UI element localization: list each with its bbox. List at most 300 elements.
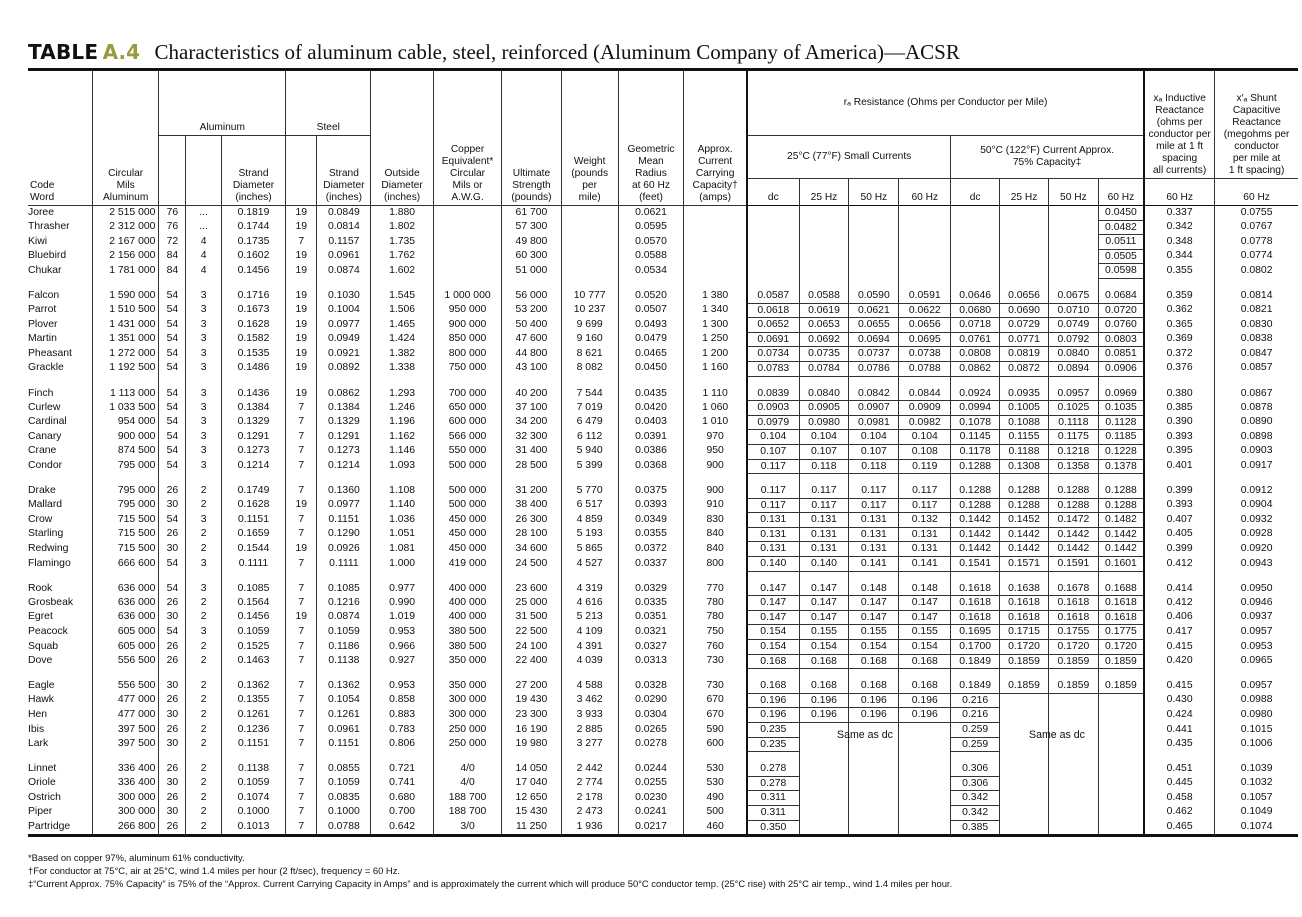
table-cell: 0.196 [747, 693, 799, 708]
table-cell: 0.1355 [221, 693, 285, 708]
table-cell: 0.131 [849, 513, 899, 528]
table-cell [1000, 264, 1049, 279]
table-cell: 19 [286, 361, 317, 376]
table-cell: 0.1463 [221, 654, 285, 669]
table-cell: 15 430 [502, 805, 561, 820]
header-st-count [286, 136, 317, 206]
table-cell: 0.445 [1144, 776, 1215, 791]
table-cell: 0.0981 [849, 415, 899, 430]
table-cell: 0.0680 [951, 303, 1000, 318]
table-cell: 3 [186, 444, 221, 459]
table-cell: 3 [186, 347, 221, 362]
table-cell: 600 [684, 737, 747, 752]
table-cell: 0.117 [747, 498, 799, 513]
table-cell: 0.0847 [1215, 347, 1298, 362]
table-cell: 0.0619 [799, 303, 849, 318]
table-cell: 0.927 [371, 654, 433, 669]
table-cell: 0.401 [1144, 459, 1215, 474]
table-cell: 54 [159, 318, 186, 333]
table-cell: 0.0821 [1215, 303, 1298, 318]
table-cell: 0.1442 [951, 527, 1000, 542]
table-cell: 0.0690 [1000, 303, 1049, 318]
table-cell: 0.0767 [1215, 220, 1298, 235]
table-cell: 0.131 [899, 527, 951, 542]
table-cell: 0.0760 [1098, 318, 1144, 333]
table-cell: 0.0710 [1048, 303, 1098, 318]
table-cell: 0.0946 [1215, 596, 1298, 611]
table-cell: 0.0465 [618, 347, 683, 362]
table-cell: 0.0784 [799, 361, 849, 376]
table-cell: 477 000 [92, 708, 159, 723]
code-word-cell: Finch [28, 387, 54, 399]
table-cell: 3 [186, 332, 221, 347]
table-cell: 0.0949 [317, 332, 371, 347]
table-cell: 0.0907 [849, 401, 899, 416]
table-cell: 0.458 [1144, 791, 1215, 806]
table-cell: 0.1442 [1048, 527, 1098, 542]
table-cell: 0.168 [747, 679, 799, 693]
table-cell [1098, 762, 1144, 776]
table-cell [799, 776, 849, 791]
table-cell: 795 000 [92, 459, 159, 474]
table-cell: 0.0917 [1215, 459, 1298, 474]
table-cell [1000, 820, 1049, 836]
table-cell [849, 762, 899, 776]
table-row [28, 805, 1298, 820]
table-cell: 0.1819 [221, 206, 285, 221]
table-cell: 19 [286, 318, 317, 333]
table-cell: 0.415 [1144, 679, 1215, 693]
table-cell: 556 500 [92, 654, 159, 669]
table-cell: 0.0656 [1000, 289, 1049, 303]
table-cell: 0.1138 [221, 762, 285, 776]
table-row [28, 596, 1298, 611]
table-cell [747, 220, 799, 235]
table-cell: 0.117 [899, 498, 951, 513]
table-row [28, 249, 1298, 264]
table-cell: 0.0803 [1098, 332, 1144, 347]
table-cell: 2 473 [561, 805, 618, 820]
table-cell: 0.155 [799, 625, 849, 640]
footnote-capacity: ‡“Current Approx. 75% Capacity” is 75% of the “Approx. Current Carrying Capacity in Amps” and is approximately the current which will produce 50°C conductor temp. (25°C rise) with 25°C air temp., wind 1.4 miles per hour. [28, 878, 953, 889]
table-row [28, 791, 1298, 806]
table-cell: 0.1360 [317, 484, 371, 498]
header-steel: Steel [286, 70, 371, 136]
table-cell [561, 235, 618, 250]
table-cell: 0.141 [899, 557, 951, 572]
table-cell: 954 000 [92, 415, 159, 430]
table-cell: 250 000 [433, 737, 502, 752]
table-cell: 54 [159, 557, 186, 572]
table-cell: 0.0735 [799, 347, 849, 362]
table-cell: 0.1775 [1098, 625, 1144, 640]
table-row [28, 693, 1298, 708]
code-word-cell: Dove [28, 655, 53, 667]
table-cell: 0.0788 [317, 820, 371, 836]
table-cell: 54 [159, 415, 186, 430]
table-cell: 0.168 [899, 654, 951, 669]
table-cell: 0.131 [799, 513, 849, 528]
table-cell: 0.0534 [618, 264, 683, 279]
table-cell: 0.0694 [849, 332, 899, 347]
table-cell: 2 178 [561, 791, 618, 806]
table-cell: 60 300 [502, 249, 561, 264]
header-res-25c: 25°C (77°F) Small Currents [747, 136, 951, 179]
table-cell: 3 [186, 361, 221, 376]
code-word-cell: Flamingo [28, 557, 71, 569]
table-cell: 54 [159, 444, 186, 459]
table-cell: 300 000 [433, 693, 502, 708]
table-row [28, 625, 1298, 640]
table-cell: 0.141 [849, 557, 899, 572]
code-word-cell: Grackle [28, 362, 64, 374]
table-cell: 0.117 [747, 484, 799, 498]
table-cell: 840 [684, 527, 747, 542]
table-cell: 0.376 [1144, 361, 1215, 376]
code-word-cell: Canary [28, 430, 62, 442]
table-cell: 1 110 [684, 387, 747, 401]
table-cell [1048, 776, 1098, 791]
table-cell: 0.0691 [747, 332, 799, 347]
table-cell: 76 [159, 206, 186, 221]
table-cell: 670 [684, 708, 747, 723]
table-cell: 0.0652 [747, 318, 799, 333]
table-cell: 38 400 [502, 498, 561, 513]
table-cell: 0.0618 [747, 303, 799, 318]
table-cell [849, 776, 899, 791]
table-cell: 0.0653 [799, 318, 849, 333]
table-cell: 2 [186, 484, 221, 498]
table-cell: 530 [684, 776, 747, 791]
table-cell: 0.0851 [1098, 347, 1144, 362]
table-cell: 22 500 [502, 625, 561, 640]
table-row [28, 820, 1298, 836]
table-cell: 0.154 [849, 640, 899, 655]
table-cell: 0.1849 [951, 679, 1000, 693]
table-cell: 0.155 [899, 625, 951, 640]
table-cell: 0.0912 [1215, 484, 1298, 498]
table-cell: 0.0329 [618, 582, 683, 596]
table-cell: 500 000 [433, 498, 502, 513]
table-cell: 6 517 [561, 498, 618, 513]
code-word-cell: Condor [28, 460, 63, 471]
header-gmr: Geometric Mean Radius at 60 Hz (feet) [618, 70, 683, 206]
table-cell: 0.0450 [618, 361, 683, 376]
code-word-cell: Eagle [28, 680, 55, 692]
code-word-cell: Oriole [28, 777, 56, 789]
table-cell: 0.372 [1144, 347, 1215, 362]
table-cell: 54 [159, 459, 186, 474]
table-cell: 7 [286, 791, 317, 806]
table-cell: 1.506 [371, 303, 433, 318]
table-row [28, 444, 1298, 459]
table-row [28, 679, 1298, 693]
table-cell: 0.1618 [951, 582, 1000, 596]
table-row [28, 610, 1298, 625]
table-cell: 0.348 [1144, 235, 1215, 250]
table-cell: 0.154 [899, 640, 951, 655]
table-cell: 490 [684, 791, 747, 806]
table-cell: 9 160 [561, 332, 618, 347]
table-cell: 3 [186, 430, 221, 445]
table-cell: 47 600 [502, 332, 561, 347]
table-cell: 0.1288 [1000, 484, 1049, 498]
table-cell: 0.1288 [1098, 484, 1144, 498]
table-cell: 0.1541 [951, 557, 1000, 572]
table-cell [899, 235, 951, 250]
table-cell: 0.0327 [618, 640, 683, 655]
header-capacitive-reactance: x′ₐ Shunt Capacitive Reactance (megohms per conductor per mile at 1 ft spacing) [1215, 70, 1298, 179]
table-cell: 7 [286, 625, 317, 640]
table-cell: 0.342 [951, 791, 1000, 806]
table-cell: 1 250 [684, 332, 747, 347]
table-cell: 0.140 [799, 557, 849, 572]
table-cell: 0.407 [1144, 513, 1215, 528]
table-cell: 0.0656 [899, 318, 951, 333]
table-cell: 0.118 [849, 459, 899, 474]
table-cell: 0.0862 [317, 387, 371, 401]
table-cell: 0.131 [799, 527, 849, 542]
table-row [28, 498, 1298, 513]
table-cell: 0.168 [799, 679, 849, 693]
table-cell: 0.1618 [1000, 596, 1049, 611]
table-cell: 7 544 [561, 387, 618, 401]
table-cell: 0.0808 [951, 347, 1000, 362]
table-cell: 0.148 [899, 582, 951, 596]
table-cell: 0.0802 [1215, 264, 1298, 279]
table-cell: 0.0874 [317, 264, 371, 279]
code-word-cell: Mallard [28, 499, 63, 511]
table-cell: 500 000 [433, 459, 502, 474]
table-number: A.4 [102, 40, 141, 64]
table-cell [561, 249, 618, 264]
table-cell: 0.1486 [221, 361, 285, 376]
table-cell: 0.0570 [618, 235, 683, 250]
table-cell: 0.0961 [317, 249, 371, 264]
table-cell: 54 [159, 332, 186, 347]
table-cell: 19 [286, 332, 317, 347]
table-cell: 4 [186, 249, 221, 264]
table-cell: 7 [286, 459, 317, 474]
table-cell: 1 351 000 [92, 332, 159, 347]
table-cell: 0.1456 [221, 264, 285, 279]
table-cell: 0.350 [747, 820, 799, 836]
code-word-cell: Bluebird [28, 250, 67, 262]
table-cell [899, 820, 951, 836]
table-row [28, 557, 1298, 572]
table-cell [1000, 708, 1049, 723]
table-title [28, 40, 960, 65]
code-word-cell: Cardinal [28, 416, 67, 428]
table-row [28, 332, 1298, 347]
table-cell: 0.0920 [1215, 542, 1298, 557]
table-cell: 2 [186, 640, 221, 655]
table-cell: 0.0230 [618, 791, 683, 806]
table-cell: 10 777 [561, 289, 618, 303]
code-word-cell: Kiwi [28, 235, 48, 247]
table-cell: 0.1720 [1098, 640, 1144, 655]
table-cell: 0.1236 [221, 723, 285, 738]
table-cell: 8 621 [561, 347, 618, 362]
table-cell: 0.0217 [618, 820, 683, 836]
code-word-cell: Drake [28, 485, 56, 497]
table-cell: 2 [186, 610, 221, 625]
table-cell: 0.0840 [1048, 347, 1098, 362]
table-cell [684, 206, 747, 221]
table-cell: 0.405 [1144, 527, 1215, 542]
table-cell [899, 723, 951, 738]
table-cell [1048, 820, 1098, 836]
table-cell: 0.147 [899, 596, 951, 611]
table-cell: 1.140 [371, 498, 433, 513]
table-cell: 0.117 [747, 459, 799, 474]
table-cell: 0.1074 [1215, 820, 1298, 836]
table-cell: 24 100 [502, 640, 561, 655]
table-cell: 6 479 [561, 415, 618, 430]
table-cell: 590 [684, 723, 747, 738]
same-as-dc-note-25c: Same as dc [837, 729, 893, 741]
table-cell: 0.0783 [747, 361, 799, 376]
table-cell: 0.1442 [1098, 527, 1144, 542]
table-row [28, 459, 1298, 474]
table-cell: 0.1214 [317, 459, 371, 474]
header-25-60hz: 60 Hz [899, 179, 951, 206]
table-cell: 26 [159, 640, 186, 655]
table-cell: 0.412 [1144, 557, 1215, 572]
code-word-cell: Squab [28, 640, 59, 652]
table-cell: 0.1006 [1215, 737, 1298, 752]
table-cell: 636 000 [92, 596, 159, 611]
table-cell: 500 000 [433, 484, 502, 498]
table-cell: 2 515 000 [92, 206, 159, 221]
table-cell: 0.1175 [1048, 430, 1098, 445]
table-cell: 0.1378 [1098, 459, 1144, 474]
footnote-copper: *Based on copper 97%, aluminum 61% conductivity. [28, 852, 245, 863]
table-cell: 0.344 [1144, 249, 1215, 264]
table-cell [747, 264, 799, 279]
table-cell: 0.1695 [951, 625, 1000, 640]
code-word-cell: Redwing [28, 542, 69, 554]
table-cell: 0.414 [1144, 582, 1215, 596]
table-cell: 0.107 [849, 444, 899, 459]
table-cell: 0.107 [799, 444, 849, 459]
table-cell: 19 [286, 303, 317, 318]
table-cell: 2 [186, 498, 221, 513]
table-cell: 0.435 [1144, 737, 1215, 752]
table-cell: 830 [684, 513, 747, 528]
table-cell: 910 [684, 498, 747, 513]
table-cell: 0.131 [747, 527, 799, 542]
table-cell [849, 249, 899, 264]
table-cell: 0.1054 [317, 693, 371, 708]
table-cell: 605 000 [92, 640, 159, 655]
table-cell [684, 220, 747, 235]
table-cell: 1.196 [371, 415, 433, 430]
table-cell [1048, 693, 1098, 708]
header-50-dc: dc [951, 179, 1000, 206]
table-cell: 0.154 [799, 640, 849, 655]
table-cell: 0.1744 [221, 220, 285, 235]
table-cell: 54 [159, 387, 186, 401]
table-cell: 0.406 [1144, 610, 1215, 625]
table-cell [561, 206, 618, 221]
table-cell: 0.1859 [1000, 654, 1049, 669]
table-cell [1098, 723, 1144, 738]
table-cell: 2 [186, 527, 221, 542]
header-al-count [159, 136, 186, 206]
table-cell: 0.0255 [618, 776, 683, 791]
table-cell [1048, 235, 1098, 250]
table-cell: 0.0844 [899, 387, 951, 401]
table-cell [899, 249, 951, 264]
table-cell: 188 700 [433, 791, 502, 806]
table-cell: 2 [186, 805, 221, 820]
table-cell: 1 010 [684, 415, 747, 430]
table-cell: 450 000 [433, 542, 502, 557]
table-cell: 7 [286, 776, 317, 791]
table-row [28, 415, 1298, 430]
table-cell: 0.132 [899, 513, 951, 528]
table-cell: 0.1659 [221, 527, 285, 542]
table-cell: 0.465 [1144, 820, 1215, 836]
header-res-50c: 50°C (122°F) Current Approx. 75% Capacity‡ [951, 136, 1144, 179]
table-cell: 6 112 [561, 430, 618, 445]
table-cell: 0.1039 [1215, 762, 1298, 776]
table-cell: 0.0646 [951, 289, 1000, 303]
table-cell: 0.1151 [317, 737, 371, 752]
table-cell: 0.1700 [951, 640, 1000, 655]
table-cell: 1.338 [371, 361, 433, 376]
table-cell: 2 [186, 723, 221, 738]
table-row [28, 347, 1298, 362]
table-cell: 0.0393 [618, 498, 683, 513]
table-cell: 0.107 [747, 444, 799, 459]
table-cell: 2 774 [561, 776, 618, 791]
table-cell: 0.117 [799, 484, 849, 498]
table-cell: 1.802 [371, 220, 433, 235]
table-cell: 0.196 [849, 693, 899, 708]
table-cell: 0.104 [747, 430, 799, 445]
header-aluminum: Aluminum [159, 70, 286, 136]
table-row [28, 361, 1298, 376]
table-cell: 16 190 [502, 723, 561, 738]
table-cell [899, 206, 951, 221]
table-cell: 4/0 [433, 762, 502, 776]
table-cell: 556 500 [92, 679, 159, 693]
table-cell: 0.1059 [317, 776, 371, 791]
table-cell [684, 264, 747, 279]
table-cell: 1.762 [371, 249, 433, 264]
table-cell [433, 249, 502, 264]
table-cell: 0.259 [951, 723, 1000, 738]
table-cell: 0.168 [799, 654, 849, 669]
table-cell: 0.1362 [221, 679, 285, 693]
table-cell: 730 [684, 679, 747, 693]
table-cell: 0.0950 [1215, 582, 1298, 596]
header-ultimate-strength: Ultimate Strength (pounds) [502, 70, 561, 206]
table-cell: 530 [684, 762, 747, 776]
table-cell: 0.1720 [1000, 640, 1049, 655]
table-cell [1048, 805, 1098, 820]
table-cell [799, 805, 849, 820]
table-cell: 0.1273 [317, 444, 371, 459]
table-cell: 0.1000 [317, 805, 371, 820]
table-cell [1048, 206, 1098, 221]
table-cell: 0.1618 [1048, 596, 1098, 611]
table-cell: 0.1442 [1048, 542, 1098, 557]
code-word-cell: Starling [28, 528, 64, 540]
table-cell: 0.117 [799, 498, 849, 513]
